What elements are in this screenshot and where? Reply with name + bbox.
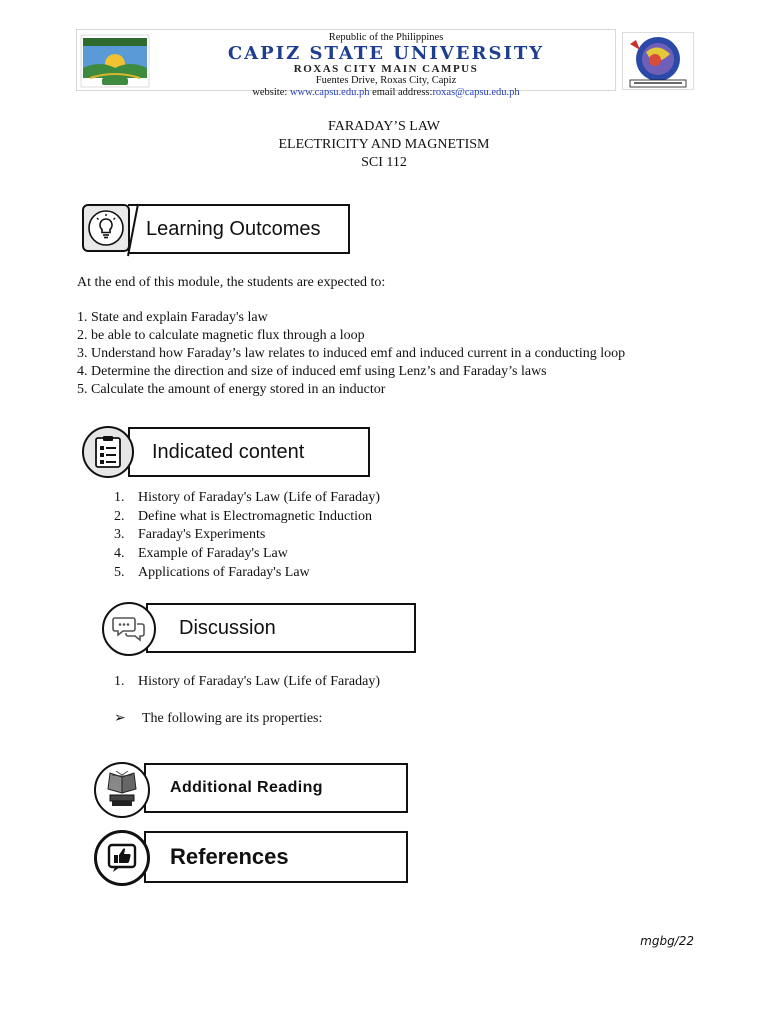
discussion-bullet-text: The following are its properties: bbox=[142, 711, 323, 726]
arrow-bullet-icon: ➢ bbox=[114, 711, 126, 726]
references-title: References bbox=[170, 844, 289, 869]
outcome-item: 2. be able to calculate magnetic flux through a loop bbox=[77, 328, 365, 343]
website-link[interactable]: www.capsu.edu.ph bbox=[289, 87, 370, 98]
references-header bbox=[92, 828, 410, 886]
learning-outcomes-list bbox=[77, 309, 625, 399]
republic-text: Republic of the Philippines bbox=[328, 32, 444, 43]
campus-emblem-icon bbox=[622, 32, 694, 90]
discussion-title: Discussion bbox=[179, 616, 276, 639]
list-item: 4. Example of Faraday's Law bbox=[114, 546, 288, 562]
outcome-item: 5. Calculate the amount of energy stored in an inductor bbox=[77, 382, 386, 397]
campus-address: Fuentes Drive, Roxas City, Capiz bbox=[315, 75, 457, 86]
checklist-icon bbox=[82, 426, 134, 478]
university-banner bbox=[76, 29, 616, 98]
email-label: email address: bbox=[372, 87, 433, 98]
discussion-header bbox=[100, 600, 418, 658]
title-line-2: ELECTRICITY AND MAGNETISM bbox=[278, 137, 490, 152]
thumbs-up-icon bbox=[94, 830, 150, 886]
campus-name: ROXAS CITY MAIN CAMPUS bbox=[293, 63, 479, 75]
chat-bubbles-icon bbox=[102, 602, 156, 656]
learning-outcomes-title: Learning Outcomes bbox=[146, 217, 321, 240]
outcome-item: 1. State and explain Faraday's law bbox=[77, 310, 268, 325]
learning-outcomes-header bbox=[80, 202, 352, 258]
additional-reading-header bbox=[92, 760, 410, 818]
module-title bbox=[0, 118, 768, 172]
email-link[interactable]: roxas@capsu.edu.ph bbox=[432, 87, 520, 98]
list-item: 1. History of Faraday's Law (Life of Faraday) bbox=[114, 490, 380, 505]
university-name: CAPIZ STATE UNIVERSITY bbox=[227, 43, 545, 64]
indicated-content-list bbox=[114, 489, 380, 583]
discussion-item-text: History of Faraday's Law (Life of Faraday) bbox=[138, 674, 380, 689]
list-item: 2. Define what is Electromagnetic Induction bbox=[114, 508, 373, 524]
outcome-item: 4. Determine the direction and size of induced emf using Lenz’s and Faraday’s laws bbox=[77, 364, 547, 379]
indicated-content-header bbox=[80, 424, 372, 480]
indicated-content-title: Indicated content bbox=[152, 440, 305, 463]
list-item: 5. Applications of Faraday's Law bbox=[114, 564, 310, 580]
capsu-seal-icon bbox=[80, 34, 150, 88]
additional-reading-title: Additional Reading bbox=[170, 779, 323, 796]
title-line-3: SCI 112 bbox=[361, 155, 407, 170]
title-line-1: FARADAY’S LAW bbox=[327, 119, 441, 134]
discussion-bullet bbox=[114, 710, 322, 728]
list-item: 3. Faraday's Experiments bbox=[114, 527, 266, 543]
website-label: website: bbox=[252, 87, 288, 98]
footer-note: mgbg/22 bbox=[640, 934, 694, 948]
learning-outcomes-intro: At the end of this module, the students are expected to: bbox=[77, 275, 386, 290]
contact-line bbox=[157, 87, 615, 99]
lightbulb-icon bbox=[82, 204, 130, 252]
discussion-item bbox=[114, 673, 380, 691]
book-icon bbox=[94, 762, 150, 818]
outcome-item: 3. Understand how Faraday’s law relates to induced emf and induced current in a conducting loop bbox=[77, 346, 626, 361]
discussion-item-number: 1. bbox=[114, 674, 125, 689]
